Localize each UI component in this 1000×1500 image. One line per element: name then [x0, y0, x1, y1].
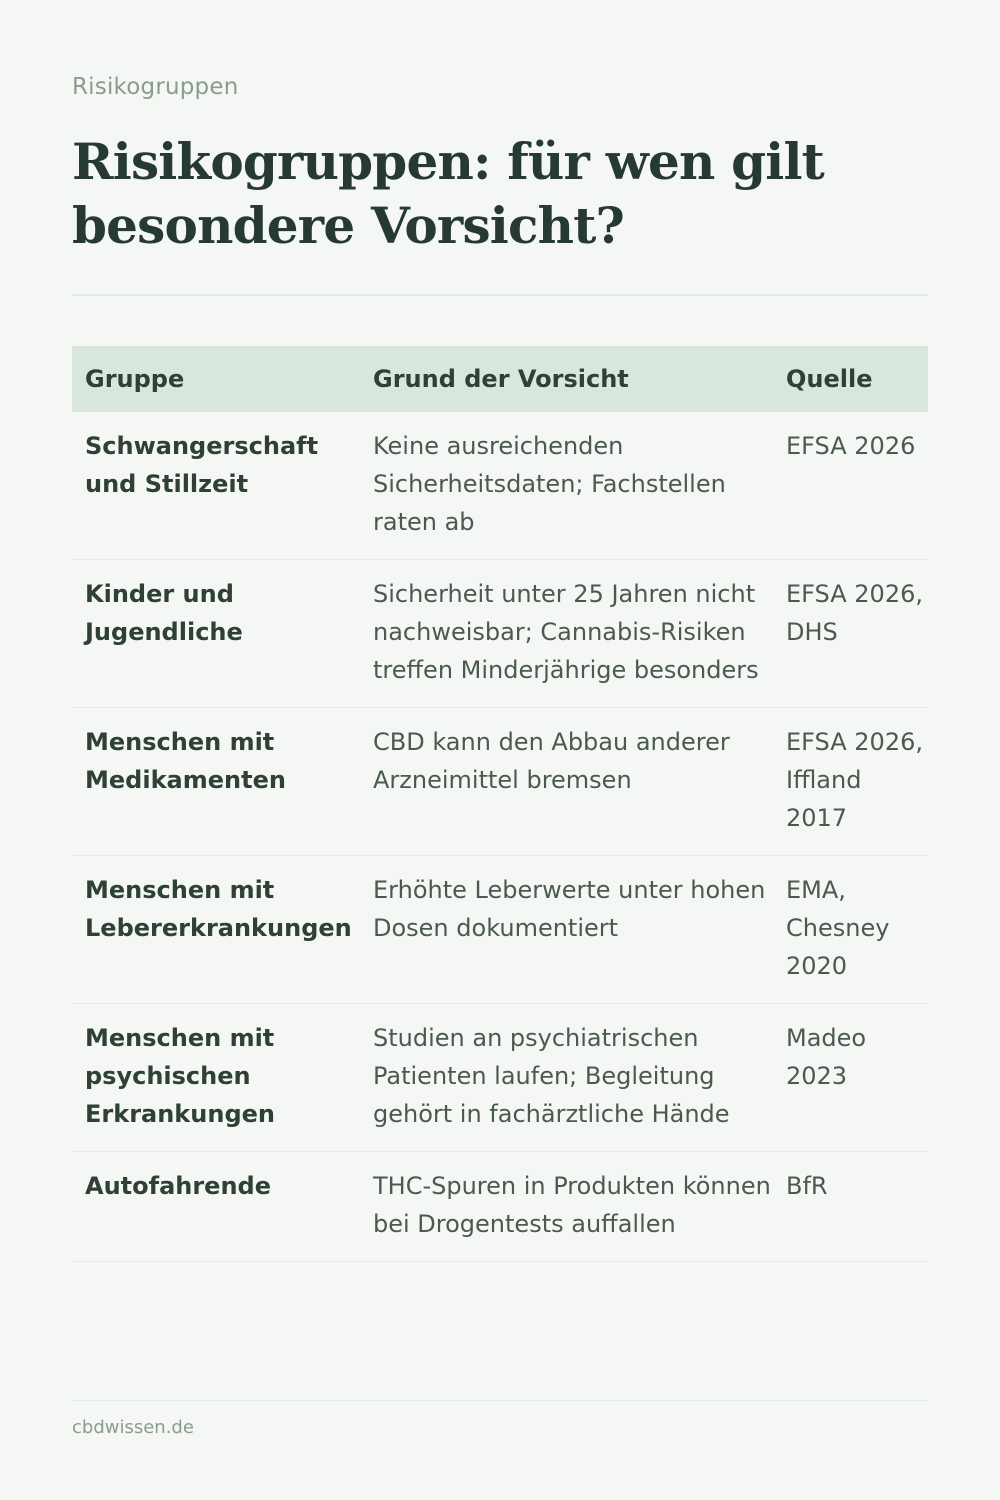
risk-groups-table	[72, 346, 928, 1262]
cell-group: Autofahrende	[72, 1152, 360, 1262]
cell-reason: CBD kann den Abbau anderer Arzneimittel bremsen	[360, 708, 773, 856]
cell-reason: Keine ausreichenden Sicherheitsdaten; Fachstellen raten ab	[360, 412, 773, 560]
site-footer: cbdwissen.de	[72, 1417, 194, 1438]
cell-reason: Erhöhte Leberwerte unter hohen Dosen dokumentiert	[360, 856, 773, 1004]
cell-source: EFSA 2026, Iffland 2017	[773, 708, 928, 856]
divider	[72, 1400, 928, 1401]
cell-group: Schwangerschaft und Stillzeit	[72, 412, 360, 560]
cell-source: EFSA 2026	[773, 412, 928, 560]
table-row	[72, 560, 928, 708]
section-kicker: Risikogruppen	[72, 74, 239, 100]
divider	[72, 294, 928, 296]
table-row	[72, 1004, 928, 1152]
cell-source: EMA, Chesney 2020	[773, 856, 928, 1004]
cell-source: EFSA 2026, DHS	[773, 560, 928, 708]
column-header-reason: Grund der Vorsicht	[373, 365, 629, 393]
column-header-source: Quelle	[786, 365, 873, 393]
table-row	[72, 708, 928, 856]
cell-reason: Studien an psychiatrischen Patienten laufen; Begleitung gehört in fachärztliche Hände	[360, 1004, 773, 1152]
table-header-row	[72, 346, 928, 412]
cell-group: Kinder und Jugendliche	[72, 560, 360, 708]
page-title: Risikogruppen: für wen gilt besondere Vorsicht?	[72, 132, 824, 255]
table-row	[72, 412, 928, 560]
column-header-group: Gruppe	[85, 365, 185, 393]
cell-reason: Sicherheit unter 25 Jahren nicht nachweisbar; Cannabis-Risiken treffen Minderjährige besonders	[360, 560, 773, 708]
cell-source: Madeo 2023	[773, 1004, 928, 1152]
cell-group: Menschen mit Medikamenten	[72, 708, 360, 856]
cell-group: Menschen mit psychischen Erkrankungen	[72, 1004, 360, 1152]
cell-source: BfR	[773, 1152, 928, 1262]
table-row	[72, 856, 928, 1004]
cell-reason: THC-Spuren in Produkten können bei Drogentests auffallen	[360, 1152, 773, 1262]
table-row	[72, 1152, 928, 1262]
cell-group: Menschen mit Lebererkrankungen	[72, 856, 360, 1004]
